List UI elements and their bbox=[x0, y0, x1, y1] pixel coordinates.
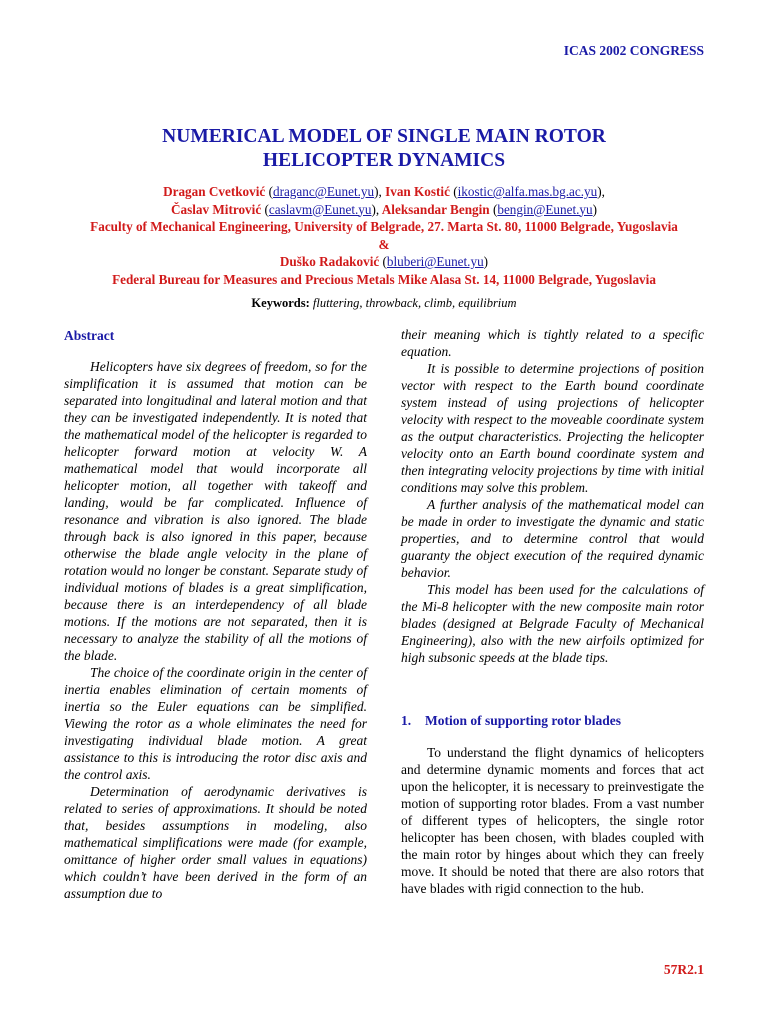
author-name: Ivan Kostić bbox=[385, 184, 450, 199]
author-email-link[interactable]: ikostic@alfa.mas.bg.ac.yu bbox=[457, 184, 598, 199]
conference-header: ICAS 2002 CONGRESS bbox=[563, 43, 704, 58]
title-line-2: HELICOPTER DYNAMICS bbox=[262, 150, 506, 171]
paper-title bbox=[0, 125, 768, 173]
author-line-3: Duško Radaković (bluberi@Eunet.yu) bbox=[279, 254, 489, 269]
page-code: 57R2.1 bbox=[663, 962, 704, 977]
author-email-link[interactable]: draganc@Eunet.yu bbox=[272, 184, 375, 199]
affiliation-2: Federal Bureau for Measures and Precious Metals Mike Alasa St. 14, 11000 Belgrade, Yugoslavia bbox=[112, 271, 656, 287]
section-1-body bbox=[401, 744, 704, 897]
author-block bbox=[0, 183, 768, 288]
abstract-heading: Abstract bbox=[64, 328, 115, 343]
section-title: Motion of supporting rotor blades bbox=[425, 713, 622, 728]
author-name: Aleksandar Bengin bbox=[381, 201, 490, 217]
author-email-link[interactable]: bengin@Eunet.yu bbox=[497, 201, 593, 217]
body-paragraph: To understand the flight dynamics of helicopters and determine dynamic moments and forces that act upon the helicopter, it is necessary to preinvestigate the motion of supporting rotor blades. From a vast number of different types of helicopters, the single rotor helicopter has been chosen, with blades coupled with the main rotor by hinges about which they can freely move. It should be noted that there are also rotors that have blades with rigid connection to the hub. bbox=[401, 745, 704, 896]
abstract-paragraph: This model has been used for the calculations of the Mi-8 helicopter with the new composite main rotor blades (designed at Belgrade Faculty of Mechanical Engineering), also with the new airfoils optimized for high subsonic speeds at the blade tips. bbox=[401, 582, 704, 665]
abstract-paragraph: Helicopters have six degrees of freedom, so for the simplification it is assumed that motion can be separated into longitudinal and lateral motion and that they can be investigated independently. It is noted that the mathematical model of the helicopter is regarded to helicopter forward motion at velocity W. A mathematical model that would incorporate all helicopter motion, all together with takeoff and landing, would be far complicated. Influence of resonance and vibration is also ignored. The blade through back is also ignored in this paper, because otherwise the blade angle velocity in the plane of rotation would no longer be constant. Separate study of individual motions of blades is a great simplification, because there is an interdependency of all blade motions. If the motions are not separated, then it is necessary to analyze the stability of all the motions of the blade. bbox=[64, 359, 367, 663]
section-1-heading bbox=[401, 713, 621, 729]
keywords-text: fluttering, throwback, climb, equilibrium bbox=[312, 296, 517, 310]
author-email-link[interactable]: caslavm@Eunet.yu bbox=[268, 201, 372, 217]
title-line-1: NUMERICAL MODEL OF SINGLE MAIN ROTOR bbox=[162, 126, 606, 147]
author-name: Dragan Cvetković bbox=[163, 184, 266, 199]
keywords-label: Keywords: bbox=[251, 296, 310, 310]
author-name: Časlav Mitrović bbox=[170, 201, 262, 217]
abstract-paragraph: It is possible to determine projections of position vector with respect to the Earth bound coordinate system instead of using projections of helicopter velocity with respect to the moveable coordinate system as the output characteristics. Projecting the helicopter velocity onto an Earth bound coordinate system and then integrating velocity projections by time with initial conditions may solve this problem. bbox=[401, 361, 704, 495]
ampersand: & bbox=[378, 236, 390, 252]
abstract-body-left bbox=[64, 358, 367, 902]
abstract-paragraph: The choice of the coordinate origin in the center of inertia enables elimination of certain moments of inertia so the Euler equations can be simplified. Viewing the rotor as a whole eliminates the need for investigating individual blade motion. A great assistance to this is introducing the rotor disc axis and the control axis. bbox=[64, 665, 367, 782]
abstract-paragraph: their meaning which is tightly related to a specific equation. bbox=[401, 327, 704, 359]
abstract-paragraph: A further analysis of the mathematical model can be made in order to investigate the dynamic and static properties, and to determine control that would guaranty the object execution of the required dynamic behavior. bbox=[401, 497, 704, 580]
abstract-body-right bbox=[401, 326, 704, 666]
abstract-paragraph: Determination of aerodynamic derivatives is related to series of approximations. It should be noted that, besides assumptions in modeling, also mathematical simplifications were made (for example, omittance of higher order small values in equations) which couldn’t have been derived in the form of an assumption due to bbox=[64, 784, 367, 901]
keywords-line bbox=[0, 296, 768, 311]
author-name: Duško Radaković bbox=[279, 254, 380, 269]
author-email-link[interactable]: bluberi@Eunet.yu bbox=[386, 254, 484, 269]
author-line-1: Dragan Cvetković (draganc@Eunet.yu), Ivan Kostić (ikostic@alfa.mas.bg.ac.yu), bbox=[163, 184, 605, 199]
section-number: 1. bbox=[401, 713, 412, 728]
author-line-2: Časlav Mitrović (caslavm@Eunet.yu), Aleksandar Bengin (bengin@Eunet.yu) bbox=[170, 201, 598, 217]
affiliation-1: Faculty of Mechanical Engineering, University of Belgrade, 27. Marta St. 80, 11000 Belgrade, Yugoslavia bbox=[90, 219, 678, 234]
